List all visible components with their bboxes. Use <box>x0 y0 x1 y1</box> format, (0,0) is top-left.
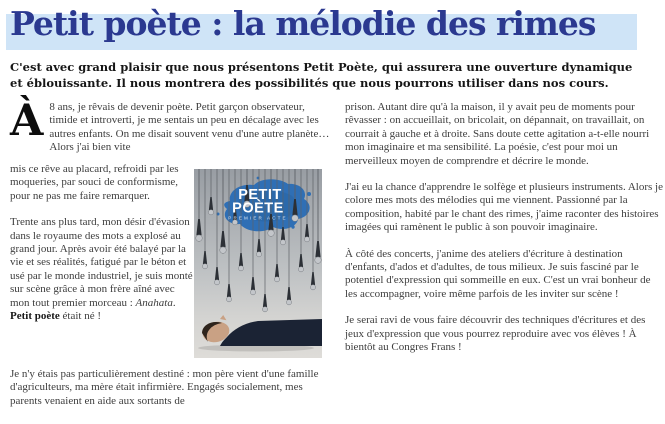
paragraph-opening <box>10 96 334 155</box>
cover-title-line2: POÈTE <box>232 200 284 217</box>
paragraph-conclusion: Je serai ravi de vous faire découvrir des techniques d'écritures et des jeux d'expression que vous pourrez reproduire avec vos élèves ! À bientôt au Congres Frans ! <box>345 314 646 354</box>
petit-poete-bold: Petit poète <box>10 310 60 323</box>
paragraph-wrap: mis ce rêve au placard, refroidi par les moqueries, par souci de conformisme, pour ne pas me faire remarquer. <box>10 163 179 202</box>
left-column-narrow <box>10 163 195 336</box>
paragraph-solfege: J'ai eu la chance d'apprendre le solfège et plusieurs instruments. Alors je colore mes mots des mélodies qui me viennent. Passionné par la composition, habité par le chant des rimes, j'aime raconter des histoires imagées qui ramènent le public à son pouvoir imaginaire. <box>345 181 663 234</box>
paragraph-opening-text: 8 ans, je rêvais de devenir poète. Petit garçon observateur, timide et introverti, je me sentais un peu en décalage avec les autres enfants. On me disait souvent venu d'une autre planète… Alors j'ai bien vite <box>49 101 330 154</box>
paragraph-ateliers: À côté des concerts, j'anime des ateliers d'écriture à destination d'enfants, d'ados et d'adultes, de tous milieux. Je suis fasciné par le potentiel d'expression qui sommeille en eux. C'est un vrai bonheur de les accompagner, voire même parfois de les inviter sur scène ! <box>345 247 651 300</box>
cover-subtitle: PREMIER ACTE <box>228 215 288 221</box>
song-title-anahata: Anahata <box>135 296 173 309</box>
paragraph-destine: Je n'y étais pas particulièrement destiné : mon père vient d'une famille d'agriculteurs, ma mère était infirmière. Engagés socialement, mes parents venaient en aide aux sortants de <box>10 368 319 407</box>
intro-paragraph: C'est avec grand plaisir que nous présentons Petit Poète, qui assurera une ouverture dynamique et éblouissante. Il nous montrera des possibilités que nous pourrons utiliser dans nos cours. <box>10 60 633 90</box>
drop-cap: À <box>10 96 44 146</box>
paragraph-trente-ans: Trente ans plus tard, mon désir d'évasion dans le royaume des mots a explosé au grand jour. Après avoir été balayé par la vie et ses réalités, fatigué par le béton et usé par le monde industriel, je suis monté sur scène grâce à mon frère aîné avec mon tout premier morceau : Anahata. Petit poète était né ! <box>10 216 193 323</box>
album-cover-image <box>194 169 322 358</box>
page-title: Petit poète : la mélodie des rimes <box>10 4 596 43</box>
paragraph-prison: prison. Autant dire qu'à la maison, il y avait peu de moments pour rêvasser : on accueillait, on bricolait, on dépannait, on travaillait, on courrait à gauche et à droite. Sans doute cette agitation a-t-elle nourri mon imaginaire et ma sensibilité. La poésie, c'est pour moi un merveilleux moyen de comprendre et décrire le monde. <box>345 101 650 167</box>
right-column <box>345 101 663 368</box>
cover-title-line1: PETIT <box>238 187 282 203</box>
